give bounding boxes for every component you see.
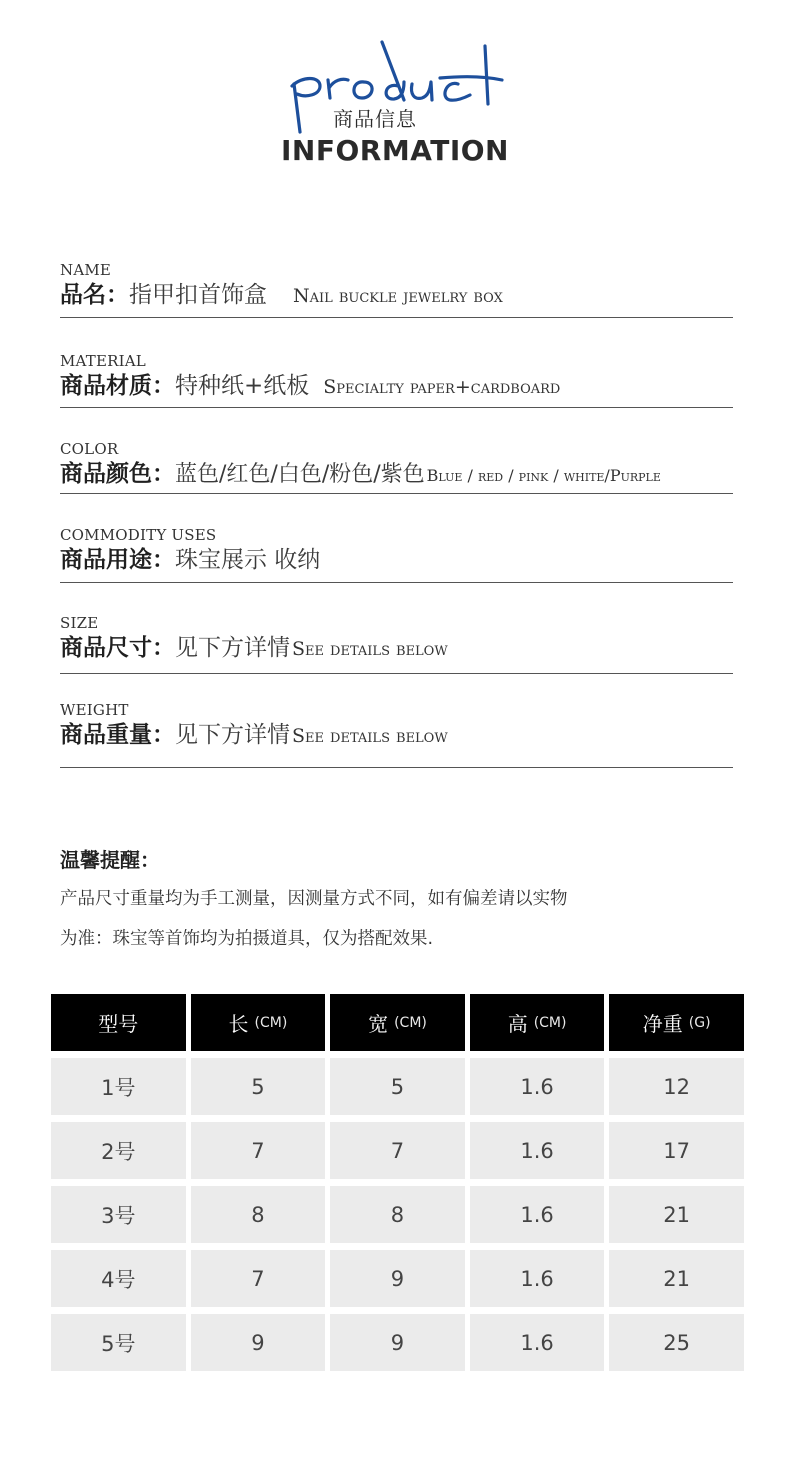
table-cell: 5 bbox=[330, 1058, 465, 1115]
info-row-color bbox=[60, 441, 733, 494]
info-label: 商品材质： bbox=[60, 373, 175, 399]
header-unit: (CM) bbox=[254, 1014, 288, 1031]
table-cell: 17 bbox=[609, 1122, 744, 1179]
table-header-cell bbox=[51, 994, 186, 1051]
info-value: 见下方详情 bbox=[175, 635, 290, 661]
info-row-material bbox=[60, 353, 733, 408]
table-cell: 9 bbox=[330, 1250, 465, 1307]
info-label: 商品用途： bbox=[60, 547, 175, 573]
reminder-title: 温馨提醒： bbox=[60, 848, 160, 872]
table-cell: 1.6 bbox=[470, 1314, 605, 1371]
table-cell: 3号 bbox=[51, 1186, 186, 1243]
table-header-cell bbox=[330, 994, 465, 1051]
info-value: 见下方详情 bbox=[175, 722, 290, 748]
table-cell: 1.6 bbox=[470, 1058, 605, 1115]
reminder-line-1: 产品尺寸重量均为手工测量，因测量方式不同，如有偏差请以实物 bbox=[60, 889, 568, 909]
info-value: 珠宝展示 收纳 bbox=[175, 547, 321, 573]
table-cell: 1.6 bbox=[470, 1186, 605, 1243]
table-cell: 2号 bbox=[51, 1122, 186, 1179]
info-en-label: NAME bbox=[60, 261, 112, 279]
info-en-label: COMMODITY USES bbox=[60, 526, 217, 544]
info-label: 商品颜色： bbox=[60, 461, 175, 487]
info-en-label: WEIGHT bbox=[60, 701, 129, 719]
header-label: 型号 bbox=[98, 1012, 139, 1036]
header-unit: (G) bbox=[688, 1014, 711, 1031]
table-row bbox=[51, 1314, 744, 1371]
info-label: 商品重量： bbox=[60, 722, 175, 748]
header-subtitle-cn: 商品信息 bbox=[333, 107, 417, 131]
table-cell: 7 bbox=[191, 1122, 326, 1179]
info-value: 指甲扣首饰盒 bbox=[129, 282, 267, 308]
table-cell: 9 bbox=[330, 1314, 465, 1371]
info-value-en: Blue / red / pink / white/Purple bbox=[426, 466, 661, 485]
table-header-cell bbox=[191, 994, 326, 1051]
table-cell: 1.6 bbox=[470, 1250, 605, 1307]
table-header-row bbox=[51, 994, 744, 1051]
info-value: 特种纸+纸板 bbox=[175, 373, 310, 399]
table-cell: 21 bbox=[609, 1186, 744, 1243]
info-value-en: See details below bbox=[292, 638, 448, 660]
product-script-text: product bbox=[280, 32, 284, 33]
table-cell: 8 bbox=[330, 1186, 465, 1243]
table-row bbox=[51, 1058, 744, 1115]
table-cell: 25 bbox=[609, 1314, 744, 1371]
table-cell: 4号 bbox=[51, 1250, 186, 1307]
info-value-en: Nail buckle jewelry box bbox=[293, 285, 503, 307]
table-row bbox=[51, 1250, 744, 1307]
table-cell: 1.6 bbox=[470, 1122, 605, 1179]
info-row-name bbox=[60, 262, 733, 318]
table-header-cell bbox=[470, 994, 605, 1051]
table-row bbox=[51, 1186, 744, 1243]
table-cell: 9 bbox=[191, 1314, 326, 1371]
header-label: 长 bbox=[228, 1012, 249, 1036]
info-row-weight bbox=[60, 702, 733, 768]
table-cell: 12 bbox=[609, 1058, 744, 1115]
header-label: 净重 bbox=[642, 1012, 683, 1036]
info-label: 商品尺寸： bbox=[60, 635, 175, 661]
table-cell: 7 bbox=[191, 1250, 326, 1307]
header-unit: (CM) bbox=[394, 1014, 427, 1031]
table-cell: 8 bbox=[191, 1186, 326, 1243]
size-table bbox=[51, 994, 744, 1378]
info-value: 蓝色/红色/白色/粉色/紫色 bbox=[175, 462, 425, 487]
info-value-en: See details below bbox=[292, 725, 448, 747]
table-cell: 7 bbox=[330, 1122, 465, 1179]
table-cell: 5号 bbox=[51, 1314, 186, 1371]
table-cell: 5 bbox=[191, 1058, 326, 1115]
header-label: 高 bbox=[507, 1012, 528, 1036]
info-value-en: Specialty paper+cardboard bbox=[323, 376, 561, 398]
info-row-size bbox=[60, 615, 733, 674]
table-cell: 1号 bbox=[51, 1058, 186, 1115]
header-unit: (CM) bbox=[533, 1014, 567, 1031]
table-header-cell bbox=[609, 994, 744, 1051]
info-en-label: MATERIAL bbox=[60, 352, 146, 370]
table-cell: 21 bbox=[609, 1250, 744, 1307]
header-title: INFORMATION bbox=[281, 134, 509, 167]
header-label: 宽 bbox=[368, 1012, 389, 1036]
info-row-uses bbox=[60, 527, 733, 583]
reminder-line-2: 为准：珠宝等首饰均为拍摄道具，仅为搭配效果. bbox=[60, 929, 434, 949]
info-en-label: COLOR bbox=[60, 440, 119, 458]
info-label: 品名： bbox=[60, 282, 129, 308]
table-row bbox=[51, 1122, 744, 1179]
info-en-label: SIZE bbox=[60, 614, 99, 632]
